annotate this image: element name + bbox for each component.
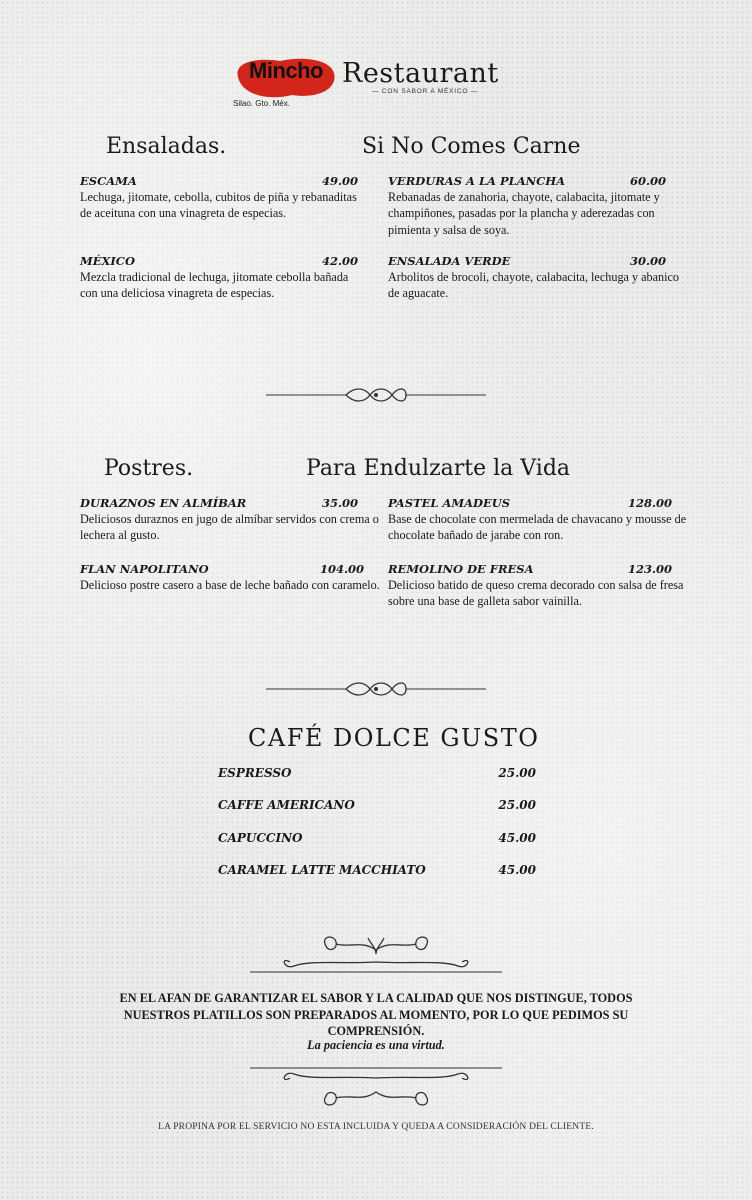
ornament-divider-icon — [266, 384, 486, 406]
item-name: ENSALADA VERDE — [388, 254, 511, 268]
section-title-cafe: CAFÉ DOLCE GUSTO — [248, 724, 540, 752]
item-name: FLAN NAPOLITANO — [80, 562, 209, 576]
item-name: MÉXICO — [80, 254, 135, 268]
logo-subtitle: Silao. Gto. Méx. — [233, 99, 290, 108]
menu-item — [388, 562, 700, 610]
item-name: ESPRESSO — [218, 766, 292, 780]
coffee-item — [218, 798, 536, 812]
item-price: 49.00 — [321, 174, 358, 188]
brand-title: Restaurant — [342, 58, 499, 89]
notice-italic: La paciencia es una virtud. — [307, 1038, 445, 1052]
flourish-top-icon — [250, 932, 502, 976]
notice-text: EN EL AFAN DE GARANTIZAR EL SABOR Y LA CALIDAD QUE NOS DISTINGUE, TODOS NUESTROS PLATILLOS SON PREPARADOS AL MOMENTO, POR LO QUE PEDIMOS SU COMPRENSIÓN. — [119, 991, 633, 1038]
item-price: 104.00 — [319, 562, 364, 576]
item-description: Arbolitos de brocoli, chayote, calabacita, lechuga y abanico de aguacate. — [388, 270, 680, 301]
menu-item — [388, 174, 686, 238]
item-description: Delicioso postre casero a base de leche bañado con caramelo. — [80, 578, 380, 592]
item-name: CAPUCCINO — [218, 831, 303, 845]
logo-text: Mincho — [249, 58, 323, 83]
menu-item — [388, 496, 700, 544]
item-description: Lechuga, jitomate, cebolla, cubitos de piña y rebanaditas de aceituna con una vinagreta de especias. — [80, 190, 357, 221]
item-description: Delicioso batido de queso crema decorado con salsa de fresa sobre una base de galleta sabor vainilla. — [388, 578, 684, 609]
coffee-item — [218, 863, 536, 877]
menu-item — [80, 174, 358, 222]
item-name: PASTEL AMADEUS — [388, 496, 511, 510]
item-price: 42.00 — [321, 254, 358, 268]
item-name: REMOLINO DE FRESA — [388, 562, 534, 576]
coffee-item — [218, 766, 536, 780]
item-name: VERDURAS A LA PLANCHA — [388, 174, 566, 188]
tip-disclaimer: LA PROPINA POR EL SERVICIO NO ESTA INCLUIDA Y QUEDA A CONSIDERACIÓN DEL CLIENTE. — [158, 1122, 594, 1132]
item-price: 35.00 — [321, 496, 358, 510]
brand-tagline: — CON SABOR A MÉXICO — — [372, 88, 479, 95]
section-title-postres: Postres. — [104, 456, 194, 481]
item-name: CAFFE AMERICANO — [218, 798, 355, 812]
menu-item — [80, 254, 358, 302]
item-description: Deliciosos duraznos en jugo de almíbar servidos con crema o lechera al gusto. — [80, 512, 379, 543]
menu-item — [80, 562, 380, 593]
item-price: 128.00 — [627, 496, 672, 510]
section-title-ensaladas: Ensaladas. — [106, 134, 227, 159]
item-price: 45.00 — [498, 863, 536, 877]
item-price: 25.00 — [498, 798, 536, 812]
item-name: DURAZNOS EN ALMÍBAR — [80, 496, 247, 510]
item-name: ESCAMA — [80, 174, 137, 188]
menu-item — [80, 496, 380, 544]
item-price: 45.00 — [498, 831, 536, 845]
section-title-sin-carne: Si No Comes Carne — [362, 134, 581, 159]
ornament-divider-icon — [266, 678, 486, 700]
item-price: 25.00 — [498, 766, 536, 780]
menu-item — [388, 254, 686, 302]
item-price: 30.00 — [629, 254, 666, 268]
item-price: 60.00 — [629, 174, 666, 188]
flourish-bottom-icon — [250, 1064, 502, 1110]
item-price: 123.00 — [627, 562, 672, 576]
coffee-item — [218, 831, 536, 845]
section-title-endulzarte: Para Endulzarte la Vida — [306, 456, 571, 481]
item-name: CARAMEL LATTE MACCHIATO — [218, 863, 426, 877]
item-description: Base de chocolate con mermelada de chavacano y mousse de chocolate bañado de jarabe con ron. — [388, 512, 687, 543]
item-description: Mezcla tradicional de lechuga, jitomate cebolla bañada con una deliciosa vinagreta de especias. — [80, 270, 349, 301]
item-description: Rebanadas de zanahoria, chayote, calabacita, jitomate y champiñones, pasadas por la plancha y aderezadas con pimienta y salsa de soya. — [388, 190, 660, 237]
